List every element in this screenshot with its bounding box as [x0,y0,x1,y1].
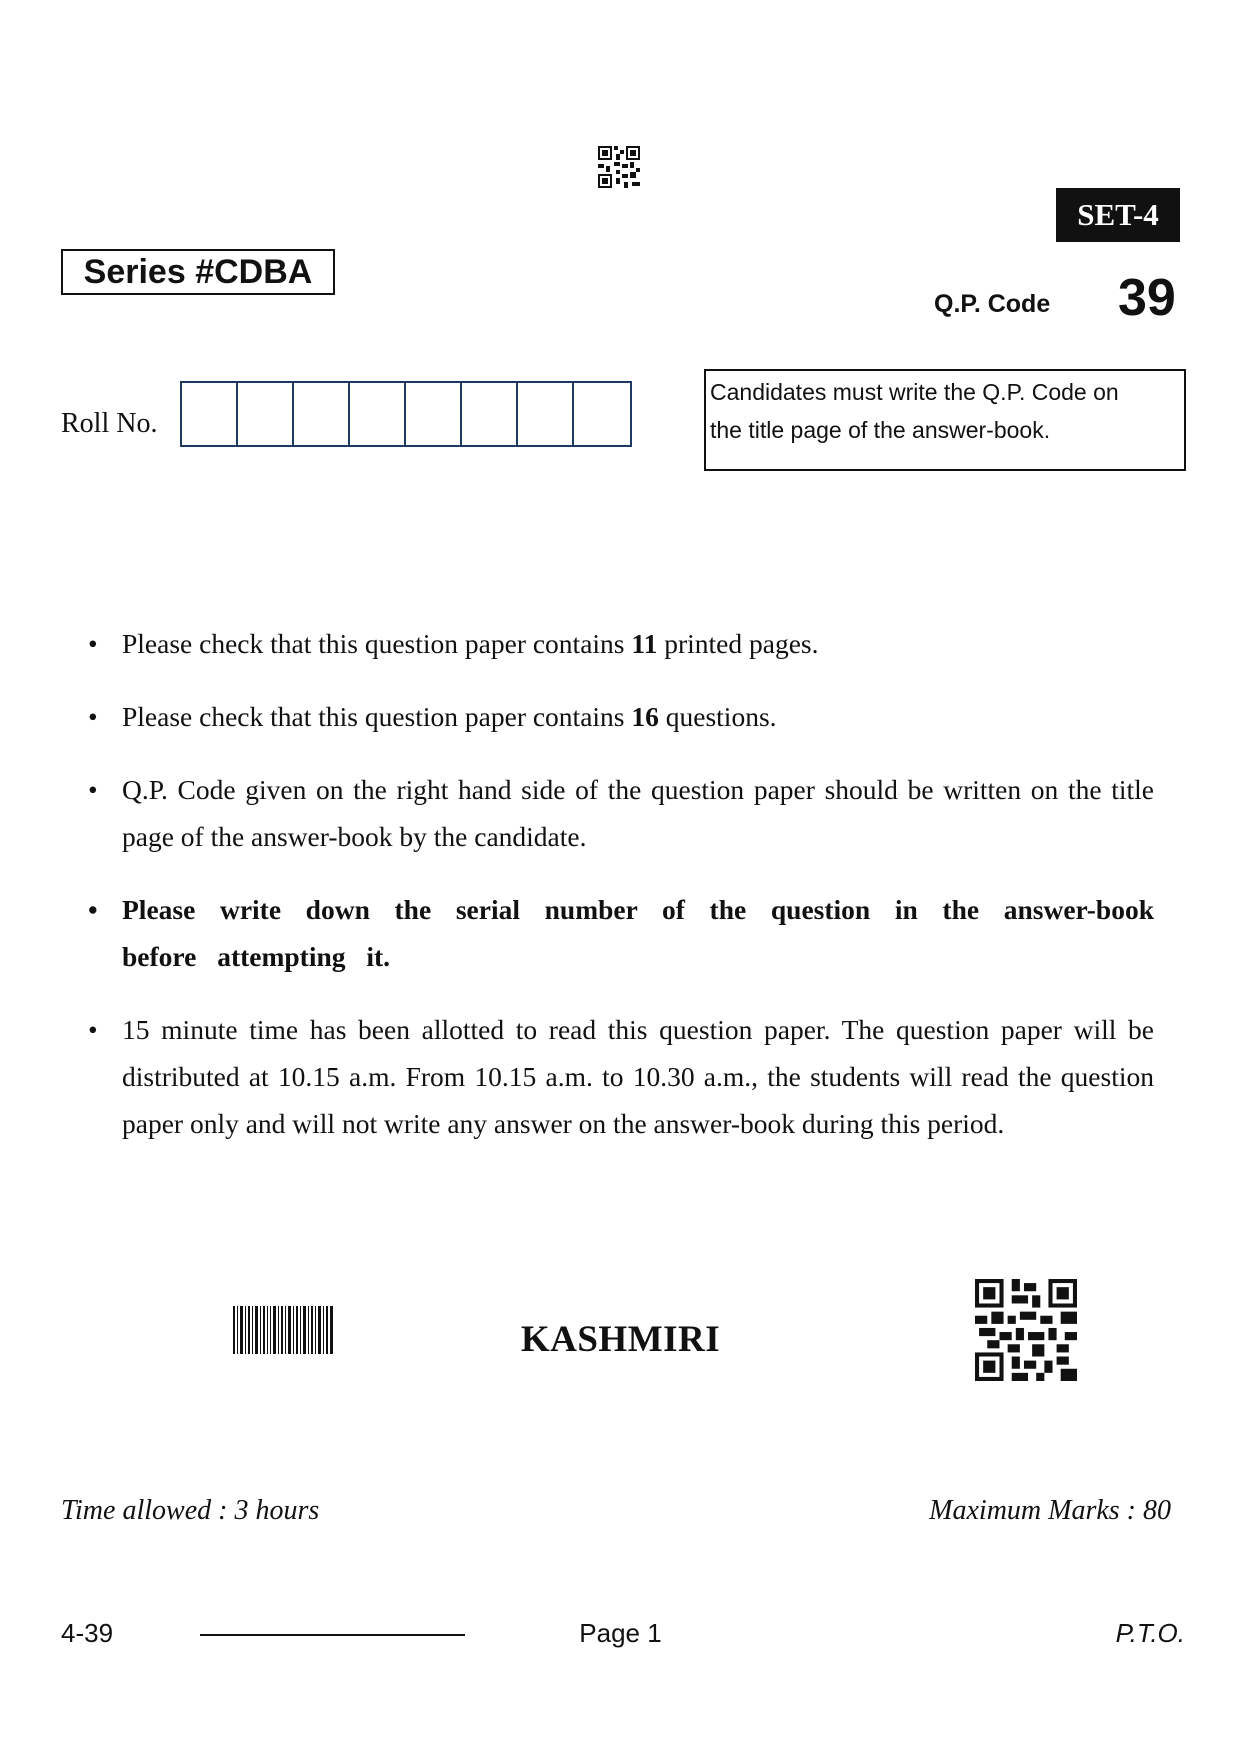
notice-line: Candidates must write the Q.P. Code on [710,379,1119,405]
footer-pto: P.T.O. [1115,1618,1185,1648]
subject-title: KASHMIRI [520,1319,721,1360]
roll-number-grid[interactable] [180,381,632,447]
qp-code-value: 39 [1118,269,1176,327]
maximum-marks: Maximum Marks : 80 [929,1495,1171,1526]
instruction-list [88,620,1154,1173]
instruction-item: • Please check that this question paper contains 11 printed pages. [88,620,1154,667]
roll-number-cell[interactable] [294,383,350,445]
roll-number-label: Roll No. [61,408,158,439]
set-badge: SET-4 [1056,188,1180,242]
roll-number-cell[interactable] [462,383,518,445]
roll-number-cell[interactable] [574,383,630,445]
instruction-item: • Please write down the serial number of the question in the answer-book before attempting it. [88,886,1154,980]
roll-number-cell[interactable] [238,383,294,445]
roll-number-cell[interactable] [406,383,462,445]
instruction-item: • Q.P. Code given on the right hand side of the question paper should be written on the title page of the answer-book by the candidate. [88,766,1154,860]
instruction-item: • 15 minute time has been allotted to read this question paper. The question paper will be distributed at 10.15 a.m. From 10.15 a.m. to 10.30 a.m., the students will read the question paper only and will not write any answer on the answer-book during this period. [88,1006,1154,1147]
notice-line: the title page of the answer-book. [710,417,1051,443]
roll-number-cell[interactable] [518,383,574,445]
roll-number-cell[interactable] [182,383,238,445]
series-label: Series #CDBA [61,249,335,295]
time-allowed: Time allowed : 3 hours [61,1495,320,1526]
instruction-item: • Please check that this question paper contains 16 questions. [88,693,1154,740]
qp-code-label: Q.P. Code [934,290,1051,318]
qr-code-icon [975,1279,1077,1381]
footer-paper-code: 4-39 [61,1618,114,1648]
roll-number-cell[interactable] [350,383,406,445]
qr-code-icon [598,146,640,188]
footer-page-number: Page 1 [579,1618,662,1648]
qp-code-notice [704,369,1186,471]
